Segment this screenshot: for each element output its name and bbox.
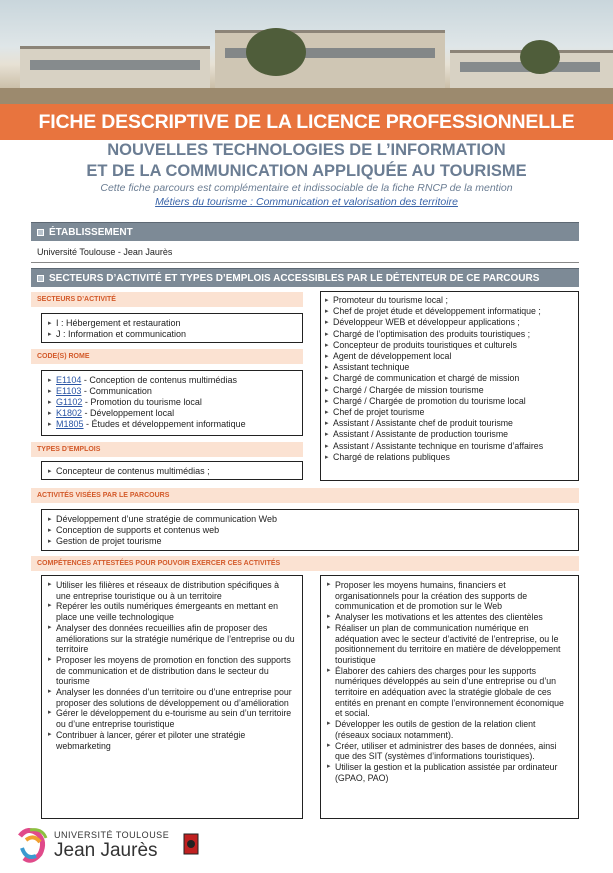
page-title: FICHE DESCRIPTIVE DE LA LICENCE PROFESSIONNELLE [38, 111, 575, 133]
competences-right-list [327, 580, 572, 783]
emplois-box [320, 291, 579, 481]
list-item: ▸ Chargé / Chargée de mission tourisme [325, 385, 574, 396]
secteurs-label: SECTEURS D’ACTIVITÉ [31, 292, 303, 307]
list-item: ▸ Réaliser un plan de communication numérique en adéquation avec le secteur d’activité de l’entreprise, ou le positionnement du territoire en matière de développement touristique [327, 623, 572, 666]
rome-code-link[interactable]: G1102 [56, 397, 83, 407]
list-item: ▸ Repérer les outils numériques émergeants en mettant en place une veille technologique [48, 601, 296, 622]
list-item: ▸ Analyser les motivations et les attentes des clientèles [327, 612, 572, 623]
secteurs-emplois-heading-text: SECTEURS D’ACTIVITÉ ET TYPES D’EMPLOIS ACCESSIBLES PAR LE DÉTENTEUR DE CE PARCOURS [49, 272, 540, 284]
secteurs-list [48, 318, 296, 340]
list-item: ▸ Analyser des données recueillies afin de proposer des améliorations sur la stratégie numérique de l’entreprise ou du territoire [48, 623, 296, 655]
list-item [48, 386, 296, 397]
rome-box [41, 370, 303, 436]
etablissement-heading [31, 222, 579, 241]
list-item: ▸ Contribuer à lancer, gérer et piloter une stratégie webmarketing [48, 730, 296, 751]
rome-code-desc: - Conception de contenus multimédias [81, 375, 237, 385]
logo-line1: UNIVERSITÉ TOULOUSE [54, 830, 170, 840]
secteurs-emplois-heading [31, 268, 579, 287]
competences-left-box [41, 575, 303, 819]
list-item: ▸ Gestion de projet tourisme [48, 536, 572, 547]
competences-label: COMPÉTENCES ATTESTÉES POUR POUVOIR EXERCER CES ACTIVITÉS [31, 556, 579, 571]
types-emplois-label: TYPES D’EMPLOIS [31, 442, 303, 457]
emplois-list [325, 295, 574, 463]
photo-ground [0, 88, 613, 104]
list-item: ▸ Développeur WEB et développeur applications ; [325, 317, 574, 328]
header-campus-photo [0, 0, 613, 104]
list-item: ▸ Chargé / Chargée de promotion du tourisme local [325, 396, 574, 407]
list-item: ▸ Chargé de l’optimisation des produits touristiques ; [325, 329, 574, 340]
list-item: ▸ Chef de projet étude et développement informatique ; [325, 306, 574, 317]
rome-code-desc: - Développement local [82, 408, 175, 418]
types-emplois-list [48, 466, 296, 477]
list-item: ▸ Concepteur de contenus multimédias ; [48, 466, 296, 477]
square-bullet-icon [37, 229, 44, 236]
list-item [48, 419, 296, 430]
list-item: ▸ Conception de supports et contenus web [48, 525, 572, 536]
list-item: ▸ Développement d’une stratégie de communication Web [48, 514, 572, 525]
list-item: ▸ Utiliser les filières et réseaux de distribution spécifiques à une entreprise touristique ou à un territoire [48, 580, 296, 601]
rome-list [48, 375, 296, 430]
mention-link[interactable]: Métiers du tourisme : Communication et valorisation des territoire [155, 196, 458, 208]
secteurs-box [41, 313, 303, 343]
competences-right-box [320, 575, 579, 819]
rome-label: CODE(S) ROME [31, 349, 303, 364]
etablissement-value: Université Toulouse - Jean Jaurès [31, 244, 579, 263]
logo-line2: Jean Jaurès [54, 840, 158, 861]
list-item: ▸ Créer, utiliser et administrer des bases de données, ainsi que des SIT (systèmes d’informations touristiques). [327, 741, 572, 762]
rome-code-link[interactable]: M1805 [56, 419, 84, 429]
activites-label: ACTIVITÉS VISÉES PAR LE PARCOURS [31, 488, 579, 503]
program-title-line2: ET DE LA COMMUNICATION APPLIQUÉE AU TOURISME [86, 162, 527, 180]
list-item [48, 408, 296, 419]
etablissement-heading-text: ÉTABLISSEMENT [49, 226, 133, 238]
rome-code-link[interactable]: K1802 [56, 408, 83, 418]
list-item: ▸ Utiliser la gestion et la publication assistée par ordinateur (GPAO, PAO) [327, 762, 572, 783]
list-item: ▸ Agent de développement local [325, 351, 574, 362]
rome-code-desc: - Communication [81, 386, 152, 396]
list-item: ▸ Gérer le développement du e-tourisme au sein d’un territoire ou d’une entreprise touristique [48, 708, 296, 729]
list-item: ▸ Concepteur de produits touristiques et culturels [325, 340, 574, 351]
types-emplois-box [41, 461, 303, 480]
photo-tree [520, 40, 560, 74]
list-item: ▸ Proposer les moyens de promotion en fonction des supports de communication et de distribution dans le secteur du tourisme [48, 655, 296, 687]
list-item: ▸ Chargé de relations publiques [325, 452, 574, 463]
activites-list [48, 514, 572, 547]
photo-windows [30, 60, 200, 70]
rome-code-link[interactable]: E1104 [56, 375, 82, 385]
square-bullet-icon [37, 275, 44, 282]
activites-box [41, 509, 579, 551]
list-item: ▸ Chef de projet tourisme [325, 407, 574, 418]
list-item: ▸ Élaborer des cahiers des charges pour les supports numériques développés au sein d’une entreprise ou d’un territoire en adéquation avec la stratégie globale de ces entités en prenant en compte l’environnement économique et social. [327, 666, 572, 720]
list-item: ▸ Assistant technique [325, 362, 574, 373]
competences-left-list [48, 580, 296, 751]
rome-code-link[interactable]: E1103 [56, 386, 82, 396]
list-item: ▸ Proposer les moyens humains, financiers et organisationnels pour la création des supports de communication et de promotion sur le Web [327, 580, 572, 612]
list-item [48, 375, 296, 386]
list-item: ▸ Assistant / Assistante de production tourisme [325, 429, 574, 440]
list-item [48, 397, 296, 408]
complementary-note: Cette fiche parcours est complémentaire et indissociable de la fiche RNCP de la mention [100, 182, 513, 194]
program-title-line1: NOUVELLES TECHNOLOGIES DE L’INFORMATION [107, 141, 506, 159]
photo-tree [246, 28, 306, 76]
university-logo [16, 826, 236, 868]
mention-note [0, 196, 613, 208]
list-item: ▸ Chargé de communication et chargé de mission [325, 373, 574, 384]
list-item: ▸ Analyser les données d’un territoire ou d’une entreprise pour proposer des solutions de développement ou d’amélioration [48, 687, 296, 708]
rome-code-desc: - Promotion du tourisme local [82, 397, 202, 407]
list-item: ▸ Développer les outils de gestion de la relation client (réseaux sociaux notamment). [327, 719, 572, 740]
rome-code-desc: - Études et développement informatique [83, 419, 246, 429]
list-item: ▸ Assistant / Assistante chef de produit tourisme [325, 418, 574, 429]
list-item: ▸ Promoteur du tourisme local ; [325, 295, 574, 306]
list-item: ▸ Assistant / Assistante technique en tourisme d’affaires [325, 441, 574, 452]
list-item: ▸ I : Hébergement et restauration [48, 318, 296, 329]
list-item: ▸ J : Information et communication [48, 329, 296, 340]
